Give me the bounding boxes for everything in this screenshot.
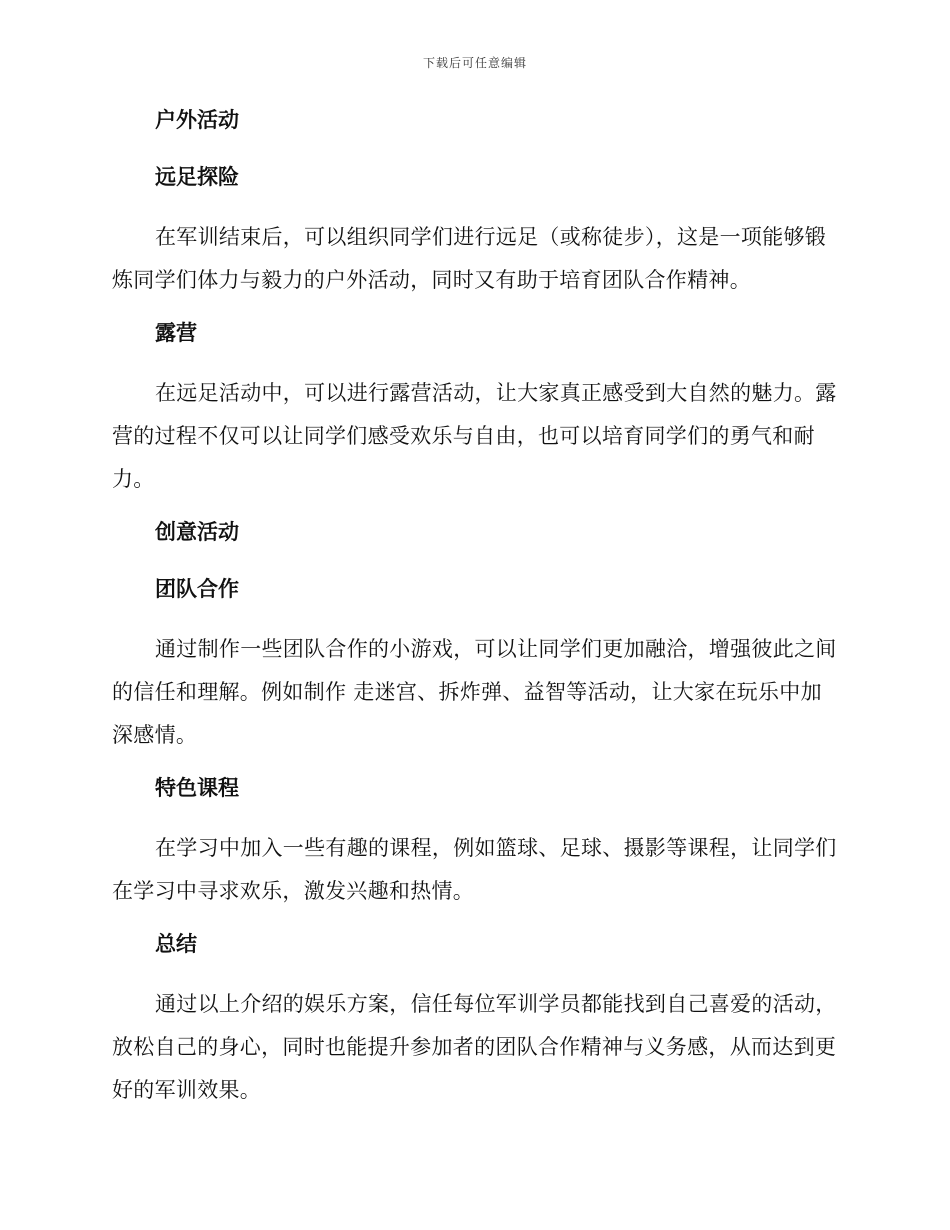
section-heading-camping: 露营	[155, 321, 197, 345]
section-heading-summary: 总结	[155, 932, 197, 956]
paragraph-summary: 通过以上介绍的娱乐方案，信任每位军训学员都能找到自己喜爱的活动，放松自己的身心，同时也能提升参加者的团队合作精神与义务感，从而达到更好的军训效果。	[112, 992, 837, 1102]
paragraph-special-courses: 在学习中加入一些有趣的课程，例如篮球、足球、摄影等课程，让同学们在学习中寻求欢乐，激发兴趣和热情。	[112, 836, 837, 903]
section-heading-special-courses: 特色课程	[155, 776, 239, 800]
paragraph-hiking: 在军训结束后，可以组织同学们进行远足（或称徒步），这是一项能够锻炼同学们体力与毅力的户外活动，同时又有助于培育团队合作精神。	[112, 225, 827, 292]
paragraph-camping: 在远足活动中，可以进行露营活动，让大家真正感受到大自然的魅力。露营的过程不仅可以让同学们感受欢乐与自由，也可以培育同学们的勇气和耐力。	[112, 381, 837, 491]
section-heading-outdoor-activities: 户外活动	[155, 108, 239, 132]
section-heading-teamwork: 团队合作	[155, 577, 239, 601]
paragraph-teamwork: 通过制作一些团队合作的小游戏，可以让同学们更加融洽，增强彼此之间的信任和理解。例如制作 走迷宫、拆炸弹、益智等活动，让大家在玩乐中加深感情。	[112, 637, 837, 747]
section-heading-creative-activities: 创意活动	[155, 520, 239, 544]
header-note: 下载后可任意编辑	[422, 56, 527, 70]
section-heading-hiking: 远足探险	[155, 165, 239, 189]
document-body	[112, 105, 838, 1112]
